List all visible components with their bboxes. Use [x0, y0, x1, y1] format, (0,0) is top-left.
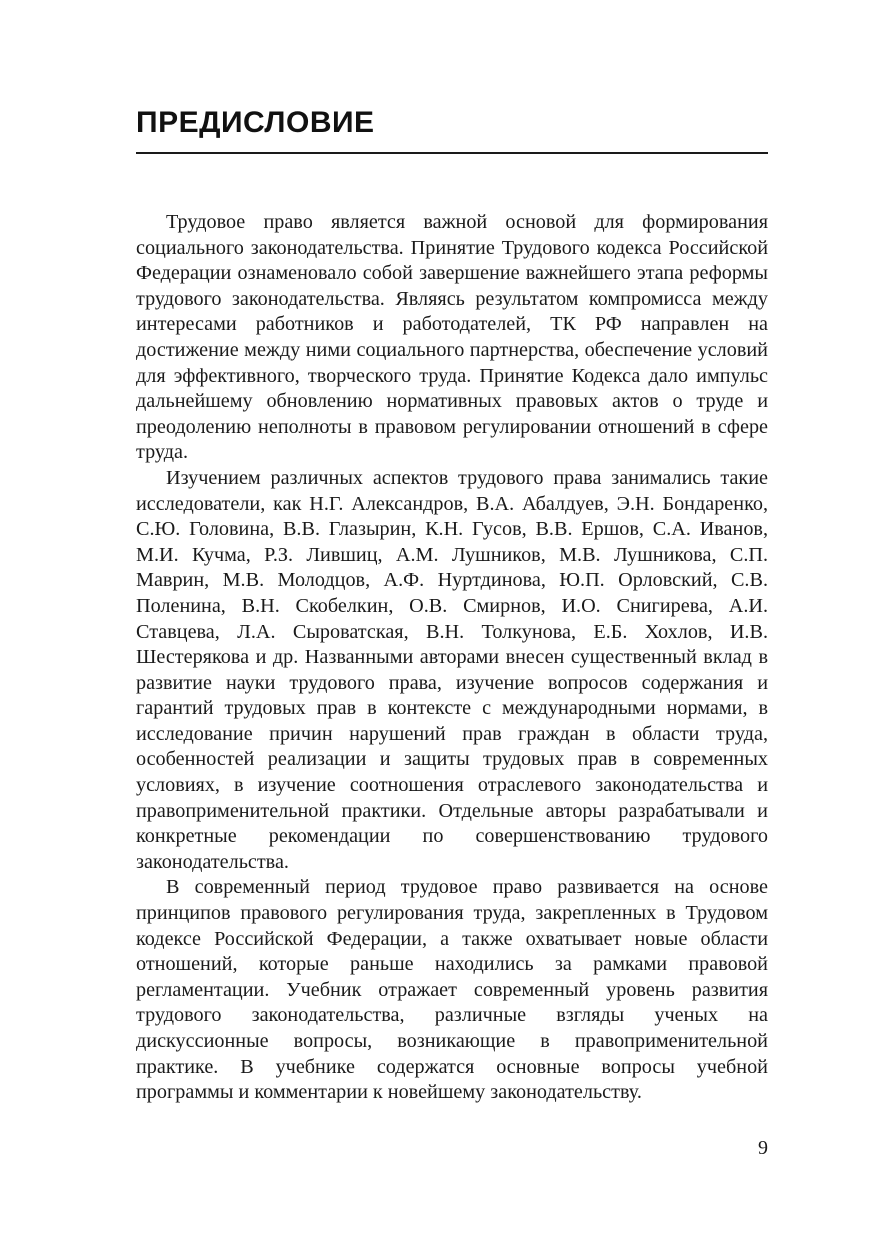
- page-title: ПРЕДИСЛОВИЕ: [136, 106, 375, 139]
- heading-divider: [136, 152, 768, 154]
- paragraph-3: В современный период трудовое право развивается на основе принципов правового регулирования труда, закрепленных в Трудовом кодексе Российской Федерации, а также охватывает новые области отношений, которые раньше находились за рамками правовой регламентации. Учебник отражает современный уровень развития трудового законодательства, различные взгляды ученых на дискуссионные вопросы, возникающие в правоприменительной практике. В учебнике содержатся основные вопросы учебной программы и комментарии к новейшему законодательству.: [136, 876, 768, 1104]
- paragraph-1: Трудовое право является важной основой для формирования социального законодательства. Принятие Трудового кодекса Российской Федерации ознаменовало собой завершение важнейшего этапа реформы трудового законодательства. Являясь результатом компромисса между интересами работников и работодателей, ТК РФ направлен на достижение между ними социального партнерства, обеспечение условий для эффективного, творческого труда. Принятие Кодекса дало импульс дальнейшему обновлению нормативных правовых актов о труде и преодолению неполноты в правовом регулировании отношений в сфере труда.: [136, 211, 768, 464]
- body-text: [136, 210, 768, 1106]
- page-number: 9: [758, 1137, 768, 1159]
- paragraph-2: Изучением различных аспектов трудового права занимались такие исследователи, как Н.Г. Александров, В.А. Абалдуев, Э.Н. Бондаренко, С.Ю. Головина, В.В. Глазырин, К.Н. Гусов, В.В. Ершов, С.А. Иванов, М.И. Кучма, Р.З. Лившиц, А.М. Лушников, М.В. Лушникова, С.П. Маврин, М.В. Молодцов, А.Ф. Нуртдинова, Ю.П. Орловский, С.В. Поленина, В.Н. Скобелкин, О.В. Смирнов, И.О. Снигирева, А.И. Ставцева, Л.А. Сыроватская, В.Н. Толкунова, Е.Б. Хохлов, И.В. Шестерякова и др. Названными авторами внесен существенный вклад в развитие науки трудового права, изучение вопросов содержания и гарантий трудовых прав в контексте с международными нормами, в исследование причин нарушений прав граждан в области труда, особенностей реализации и защиты трудовых прав в современных условиях, в изучение соотношения отраслевого законодательства и правоприменительной практики. Отдельные авторы разрабатывали и конкретные рекомендации по совершенствованию трудового законодательства.: [136, 466, 768, 873]
